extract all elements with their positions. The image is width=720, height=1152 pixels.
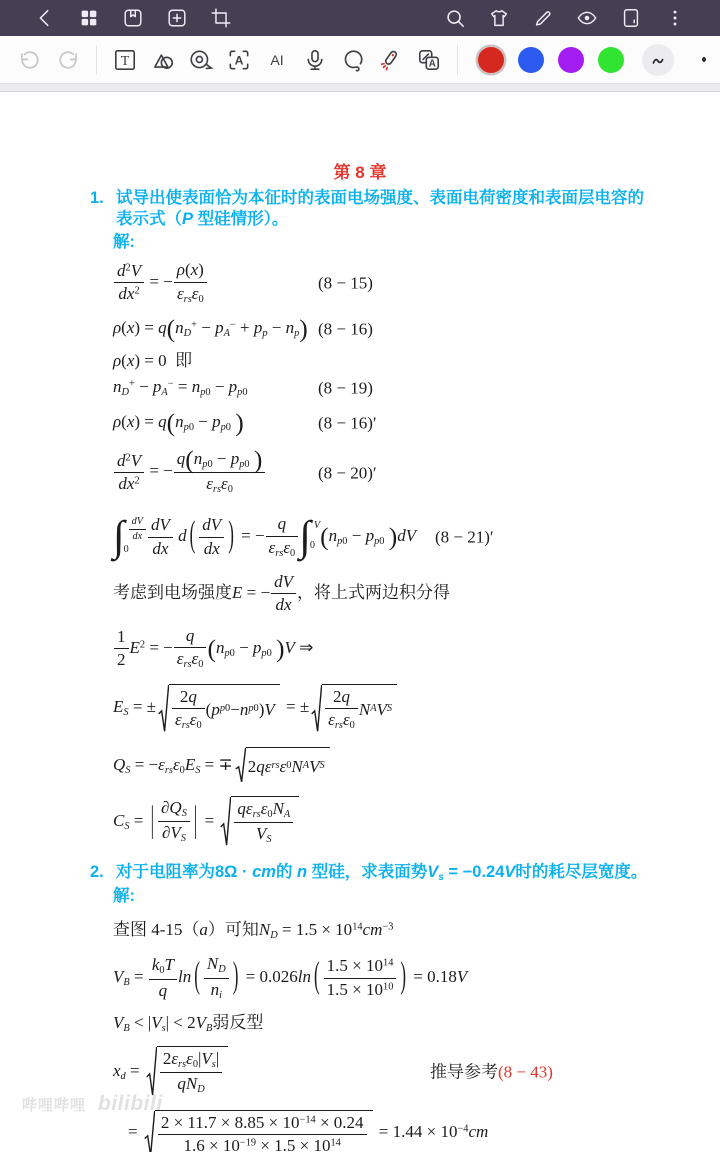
pen-color-red[interactable]: [478, 47, 504, 73]
equation-line: ρ(x) = q(np0 − pp0 ) (8 − 16)′: [113, 407, 377, 437]
topbar-left-group: [30, 3, 236, 33]
svg-text:T: T: [120, 52, 130, 69]
translate-icon: [416, 47, 442, 73]
svg-text:AI: AI: [270, 51, 284, 68]
edit-pen-icon: [532, 7, 554, 29]
bookmark-icon: [122, 7, 144, 29]
equation-line: = $\frac{2 \times 11.7 \times 8.85 \times 10^{-14} \times 0.24}{1.6 \times 10^{-19} \times 1.5 \times 10^{14}}$ = $1.44 \times 10^{-4}cm$: [128, 1110, 690, 1152]
equation-number: (8 − 16)′: [318, 413, 377, 433]
microphone-icon: [302, 47, 328, 73]
equation-number: (8 − 20)′: [318, 462, 377, 482]
add-page-icon: [166, 7, 188, 29]
theme-shirt-icon: [488, 7, 510, 29]
equation-number: (8 − 19): [318, 378, 373, 398]
question-item: [90, 862, 690, 884]
solve-label: 解:: [113, 232, 135, 251]
text-tool-button[interactable]: [109, 41, 141, 79]
tape-icon: [188, 47, 214, 73]
pen-color-blue[interactable]: [518, 47, 544, 73]
stroke-style-button[interactable]: [642, 44, 674, 76]
grid-apps-icon: [78, 7, 100, 29]
shapes-tool-button[interactable]: [147, 41, 179, 79]
crop-icon: [210, 7, 232, 29]
equation-number: (8 − 15): [318, 273, 373, 293]
search-button[interactable]: [440, 3, 470, 33]
crop-button[interactable]: [206, 3, 236, 33]
equation-line: xd = $\frac{\text{2εrsε0|Vs|}}{\text{qND}}$ 推导参考(8 − 43): [113, 1046, 690, 1098]
text-line: 考虑到电场强度E = − $\frac{dV}{dx}$ ，将上式两边积分得: [113, 572, 450, 615]
lasso-icon: [340, 47, 366, 73]
topbar-right-group: [440, 3, 690, 33]
toolbar-divider: [457, 45, 458, 75]
redo-icon: [55, 47, 81, 73]
undo-button[interactable]: [14, 41, 46, 79]
search-icon: [444, 7, 466, 29]
equation-line: nD+ − pA− = np0 − pp0 (8 − 19): [113, 376, 373, 398]
item-number: 2.: [90, 862, 104, 881]
more-menu-button[interactable]: [660, 3, 690, 33]
laser-pointer-icon: [378, 47, 404, 73]
chapter-title: 第 8 章: [333, 163, 387, 182]
stroke-width-dot[interactable]: [702, 57, 706, 62]
toolbar-divider: [96, 45, 97, 75]
note-canvas[interactable]: [0, 92, 720, 1152]
bilibili-logo: bilibili: [98, 1092, 163, 1115]
ai-icon: [264, 47, 290, 73]
back-icon: [34, 7, 56, 29]
pen-color-green[interactable]: [598, 47, 624, 73]
pages-grid-button[interactable]: [74, 3, 104, 33]
add-page-button[interactable]: [162, 3, 192, 33]
item-number: 1.: [90, 189, 104, 208]
top-navigation-bar: [0, 0, 720, 36]
text-tool-icon: [112, 47, 138, 73]
solve-label: 解:: [113, 886, 135, 905]
svg-text:A: A: [234, 52, 244, 67]
equation-line: QS = −εrsε0ES = ∓ 2 qε rs ε 0 N A V S: [113, 747, 690, 784]
equation-line: $\frac{d^2V}{dx^2}$ = − $\frac{\rho(x)}{\text{εrsε0}}$ (8 − 15): [113, 260, 690, 306]
equation-line: ∫ $\frac{dV}{dx}$ 0 $\frac{dV}{dx}$ d ( $\frac{dV}{dx}$ ) = − $\frac{q}{\text{εrsε0}}$ ∫ V 0 (np0 − pp0 )dV (8 − 21)′: [113, 513, 494, 561]
ocr-scan-icon: [226, 47, 252, 73]
page-thumbnail-icon: [620, 7, 642, 29]
laser-pointer-button[interactable]: [375, 41, 407, 79]
ocr-tool-button[interactable]: [223, 41, 255, 79]
ai-tool-button[interactable]: [261, 41, 293, 79]
equation-line: ES = ± $\frac{2q}{\text{εrsε0}}$ ( p p0 − n p0 ) V = ± $\frac{2q}{\text{εrsε0}}$ N A V S: [113, 684, 690, 734]
theme-button[interactable]: [484, 3, 514, 33]
svg-text:A: A: [428, 58, 436, 69]
edit-button[interactable]: [528, 3, 558, 33]
undo-icon: [17, 47, 43, 73]
item-text: 对于电阻率为8Ω · cm的 n 型硅，求表面势Vs = −0.24V时的耗尽层宽度。: [116, 862, 648, 883]
text-line: 查图 4-15（a）可知ND = $1.5 \times 10^{14}cm^{-3}$: [113, 919, 394, 941]
equation-line: VB < |Vs| < 2VB弱反型: [113, 1013, 264, 1034]
derivation-reference: 推导参考(8 − 43): [430, 1062, 553, 1082]
equation-line: ρ(x) = 0 即: [113, 350, 193, 370]
page-top-strip: [0, 84, 720, 92]
equation-line: $\frac{1}{2}$ $E^2$ = − $\frac{q}{\text{εrsε0}}$ (np0 − pp0 )V ⇒: [113, 626, 690, 672]
tape-tool-button[interactable]: [185, 41, 217, 79]
redo-button[interactable]: [52, 41, 84, 79]
editing-toolbar: [0, 36, 720, 84]
read-mode-button[interactable]: [572, 3, 602, 33]
bilibili-watermark: [22, 1092, 163, 1116]
equation-line: ρ(x) = q(nD+ − pA− + pp − np) (8 − 16): [113, 314, 373, 344]
microphone-button[interactable]: [299, 41, 331, 79]
stroke-squiggle-icon: [648, 47, 668, 73]
equation-line: $\frac{d^2V}{dx^2}$ = − $\frac{q(np0 - pp0 )}{\text{εrsε0}}$ (8 − 20)′: [113, 449, 690, 497]
bookmark-button[interactable]: [118, 3, 148, 33]
equation-number: (8 − 16): [318, 319, 373, 339]
watermark-chinese-text: 哔哩哔哩: [22, 1096, 87, 1114]
eye-icon: [576, 7, 598, 29]
item-text: 试导出使表面恰为本征时的表面电场强度、表面电荷密度和表面层电容的表示式（P 型硅情形）。: [116, 189, 644, 228]
translate-tool-button[interactable]: [413, 41, 445, 79]
document-content: [0, 162, 720, 1152]
pen-color-palette: [478, 47, 624, 73]
shapes-icon: [150, 47, 176, 73]
equation-line: CS = | $\frac{\partial QS}{\partial VS}$ | = $\frac{\text{qεrsε0NA}}{VS}$: [113, 796, 690, 848]
pen-color-purple[interactable]: [558, 47, 584, 73]
lasso-tool-button[interactable]: [337, 41, 369, 79]
equation-number: (8 − 21)′: [435, 527, 494, 547]
equation-line: VB = $\frac{k0T}{q}$ ln ( $\frac{ND}{ni}$ ) = 0.026ln ( $\frac{1.5 \times 10^{14}}{1.5 \times 10^{10}}$ ) = 0.18V: [113, 954, 468, 1001]
page-thumbnail-button[interactable]: [616, 3, 646, 33]
back-button[interactable]: [30, 3, 60, 33]
more-menu-icon: [664, 7, 686, 29]
question-item: [90, 188, 690, 229]
